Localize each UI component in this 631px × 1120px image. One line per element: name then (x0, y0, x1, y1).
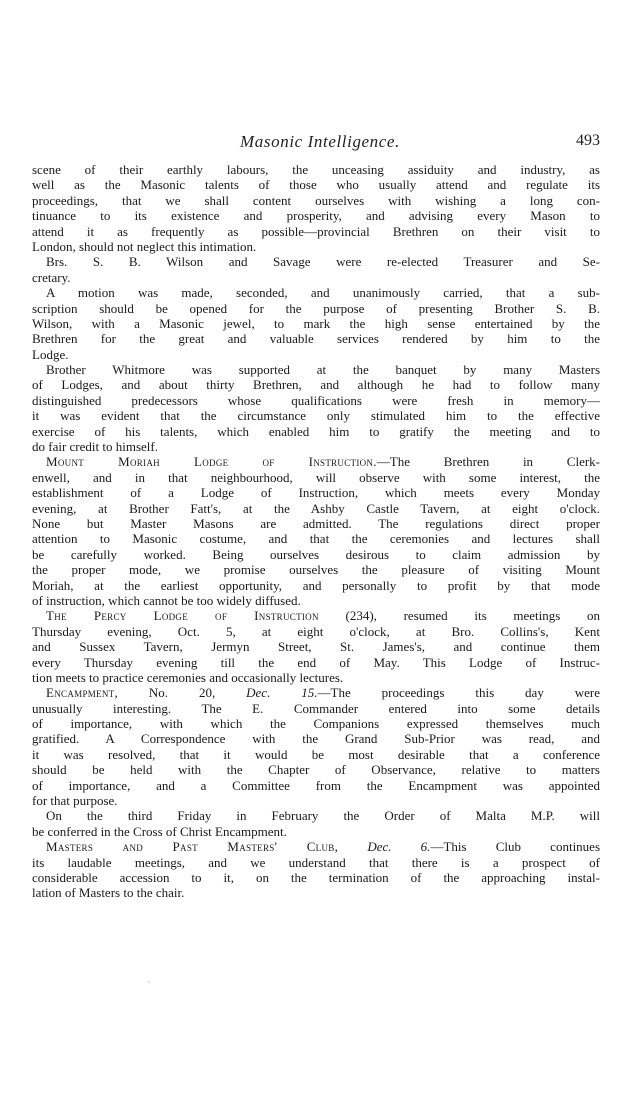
text-line (32, 454, 600, 469)
date-text: Dec. 15. (246, 685, 318, 701)
text-line: every Thursday evening till the end of May. This Lodge of Instruc- (32, 654, 600, 670)
text-line (32, 685, 600, 700)
text-run: No. 20, (118, 685, 247, 701)
text-line: be conferred in the Cross of Christ Encampment. (32, 823, 287, 839)
article-body (32, 162, 600, 901)
running-title: Masonic Intelligence. (240, 132, 400, 151)
text-line: gratified. A Correspondence with the Grand Sub-Prior was read, and (32, 731, 600, 747)
paragraph (32, 254, 600, 285)
paragraph-percy-lodge (32, 608, 600, 685)
text-line: be carefully worked. Being ourselves desirous to claim admission by (32, 546, 600, 562)
text-line: London, should not neglect this intimation. (32, 238, 257, 254)
text-line: exercise of his talents, which enabled him to gratify the meeting and to (32, 423, 600, 439)
text-line: Brs. S. B. Wilson and Savage were re-elected Treasurer and Se- (46, 254, 600, 270)
text-line: well as the Masonic talents of those who usually attend and regulate its (32, 177, 600, 193)
text-line: do fair credit to himself. (32, 439, 158, 455)
section-heading: Mount Moriah Lodge of Instruction. (46, 454, 377, 470)
paragraph (32, 808, 600, 839)
text-line: Wilson, with a Masonic jewel, to mark the high sense entertained by the (32, 315, 600, 331)
text-line: Thursday evening, Oct. 5, at eight o'clock, at Bro. Collins's, Kent (32, 623, 600, 639)
text-line: scription should be opened for the purpose of presenting Brother S. B. (32, 300, 600, 316)
text-line: and Sussex Tavern, Jermyn Street, St. James's, and continue them (32, 639, 600, 655)
text-line: proceedings, that we shall content ourselves with wishing a long con- (32, 192, 600, 208)
text-run: —The Brethren in Clerk- (376, 454, 600, 470)
text-line: None but Master Masons are admitted. The regulations direct proper (32, 515, 600, 531)
paragraph (32, 362, 600, 454)
text-line: should be held with the Chapter of Observance, relative to matters (32, 762, 600, 778)
paragraph-encampment (32, 685, 600, 808)
paragraph (32, 285, 600, 362)
print-speck (148, 981, 150, 983)
text-line: distinguished predecessors whose qualifications were fresh in memory— (32, 392, 600, 408)
text-run: (234), resumed its meetings on (318, 608, 600, 624)
text-run: —This Club continues (430, 839, 600, 855)
text-line: scene of their earthly labours, the unceasing assiduity and industry, as (32, 162, 600, 177)
text-line: of importance, and a Committee from the Encampment was appointed (32, 777, 600, 793)
text-line: Brethren for the great and valuable services rendered by him to the (32, 331, 600, 347)
text-line: Lodge. (32, 346, 69, 362)
text-line: unusually interesting. The E. Commander entered into some details (32, 700, 600, 716)
text-line: Moriah, at the earliest opportunity, and personally to profit by that mode (32, 577, 600, 593)
text-line: lation of Masters to the chair. (32, 885, 185, 901)
text-line: evening, at Brother Fatt's, at the Ashby Castle Tavern, at eight o'clock. (32, 500, 600, 516)
page-number: 493 (576, 132, 600, 149)
text-line: for that purpose. (32, 793, 118, 809)
text-line (32, 839, 600, 854)
text-line: attend it as frequently as possible—provincial Brethren on their visit to (32, 223, 600, 239)
text-line: On the third Friday in February the Order of Malta M.P. will (46, 808, 600, 824)
text-line: establishment of a Lodge of Instruction, which meets every Monday (32, 485, 600, 501)
text-line: of Lodges, and about thirty Brethren, and although he had to follow many (32, 377, 600, 393)
date-text: Dec. 6. (367, 839, 431, 855)
text-line: enwell, and in that neighbourhood, will observe with some interest, the (32, 469, 600, 485)
text-line: its laudable meetings, and we understand that there is a prospect of (32, 854, 600, 870)
text-line: it was evident that the circumstance only stimulated him to the effective (32, 408, 600, 424)
text-run: —The proceedings this day were (317, 685, 600, 701)
text-line: it was resolved, that it would be most desirable that a conference (32, 746, 600, 762)
text-line: of importance, with which the Companions expressed themselves much (32, 716, 600, 732)
section-heading: Masters and Past Masters' Club, (46, 839, 339, 855)
paragraph-masters-club (32, 839, 600, 901)
text-line: attention to Masonic costume, and that the ceremonies and lectures shall (32, 531, 600, 547)
section-heading: Encampment, (46, 685, 118, 701)
paragraph-mount-moriah (32, 454, 600, 608)
text-line (32, 608, 600, 623)
section-heading: The Percy Lodge of Instruction (46, 608, 319, 624)
text-line: cretary. (32, 269, 71, 285)
text-run (338, 839, 367, 854)
text-line: of instruction, which cannot be too widely diffused. (32, 592, 301, 608)
text-line: tion meets to practice ceremonies and occasionally lectures. (32, 669, 344, 685)
text-line: considerable accession to it, on the termination of the approaching instal- (32, 869, 600, 885)
text-line: Brother Whitmore was supported at the banquet by many Masters (46, 362, 600, 378)
text-line: tinuance to its existence and prosperity, and advising every Mason to (32, 208, 600, 224)
paragraph (32, 162, 600, 254)
running-head (40, 132, 600, 156)
text-line: A motion was made, seconded, and unanimously carried, that a sub- (46, 285, 600, 301)
text-line: the proper mode, we promise ourselves the pleasure of visiting Mount (32, 562, 600, 578)
